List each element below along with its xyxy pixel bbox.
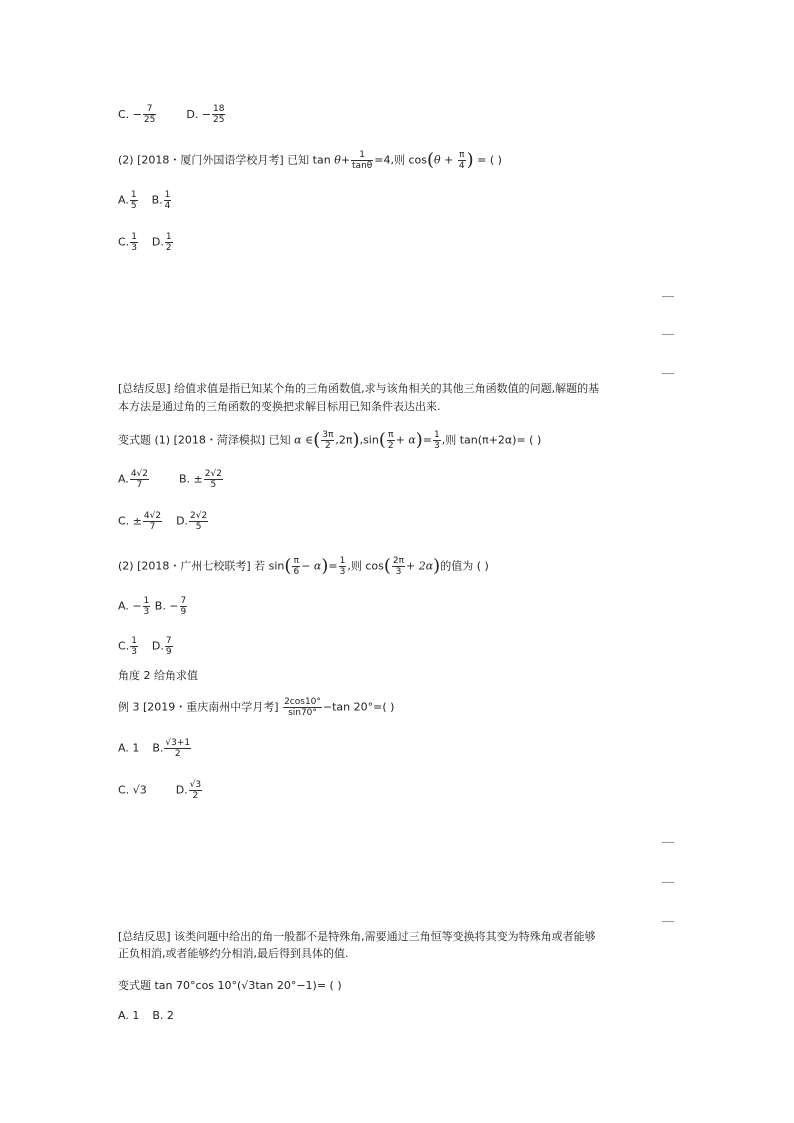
variant-3-options: A. 1 B. 2 bbox=[118, 1009, 174, 1022]
margin-mark bbox=[662, 334, 674, 335]
variant-3-stem: 变式题 tan 70°cos 10°(√3tan 20°−1)= ( ) bbox=[118, 979, 342, 992]
variant-2-stem: (2) [2018・广州七校联考] 若 sin( $\frac{\pi}{6}$ − α)= $\frac{1}{3}$ ,则 cos( $\frac{2\pi}{3}$ + 2α)的值为 ( ) bbox=[118, 555, 489, 577]
margin-mark bbox=[662, 373, 674, 374]
example-3-options-ab: A. 1 B. $\frac{√3+1}{2}$ bbox=[118, 738, 191, 759]
variant-1-options-ab: A. $\frac{4√2}{7}$ B. ± $\frac{2√2}{5}$ bbox=[118, 469, 222, 490]
question-2-options-ab: A. $\frac{1}{5}$ B. $\frac{1}{4}$ bbox=[118, 190, 171, 211]
margin-mark bbox=[662, 842, 674, 843]
margin-mark bbox=[662, 296, 674, 297]
variant-2-options-ab: A. − $\frac{1}{3}$ B. − $\frac{7}{9}$ bbox=[118, 596, 187, 617]
variant-1-options-cd: C. ± $\frac{4√2}{7}$ D. $\frac{2√2}{5}$ bbox=[118, 511, 208, 532]
prev-question-options bbox=[118, 104, 226, 125]
variant-2-options-cd: C. $\frac{1}{3}$ D. $\frac{7}{9}$ bbox=[118, 636, 172, 657]
example-3-stem: 例 3 [2019・重庆南州中学月考] $\frac{2\cos 10^\circ}{\sin 70^\circ}$ −tan 20°=( ) bbox=[118, 697, 395, 718]
summary-2-line-2: 正负相消,或者能够约分相消,最后得到具体的值. bbox=[118, 947, 349, 960]
margin-mark bbox=[662, 921, 674, 922]
example-3-options-cd: C. √3 D. $\frac{√3}{2}$ bbox=[118, 780, 202, 801]
option-c: C. − $\frac{7}{25}$ bbox=[118, 104, 156, 125]
option-d: D. − $\frac{18}{25}$ bbox=[186, 104, 225, 125]
question-2-stem: (2) [2018・厦门外国语学校月考] 已知 tan θ+ $\frac{1}{\tan\theta}$ =4,则 cos(θ + $\frac{\pi}{4}$ ) = ( ) bbox=[118, 149, 502, 171]
question-2-options-cd: C. $\frac{1}{3}$ D. $\frac{1}{2}$ bbox=[118, 232, 172, 253]
summary-1-line-2: 本方法是通过角的三角函数的变换把求解目标用已知条件表达出来. bbox=[118, 400, 441, 413]
summary-2-line-1: [总结反思] 该类问题中给出的角一般都不是特殊角,需要通过三角恒等变换将其变为特殊角或者能够 bbox=[118, 930, 596, 943]
summary-1-line-1: [总结反思] 给值求值是指已知某个角的三角函数值,求与该角相关的其他三角函数值的问题,解题的基 bbox=[118, 382, 600, 395]
variant-1-stem: 变式题 (1) [2018・菏泽模拟] 已知 α ∈( $\frac{3\pi}{2}$ ,2π),sin( $\frac{\pi}{2}$ + α)= $\frac{1}{3}$ ,则 tan(π+2α)= ( ) bbox=[118, 429, 542, 451]
section-heading: 角度 2 给角求值 bbox=[118, 669, 198, 682]
margin-mark bbox=[662, 882, 674, 883]
